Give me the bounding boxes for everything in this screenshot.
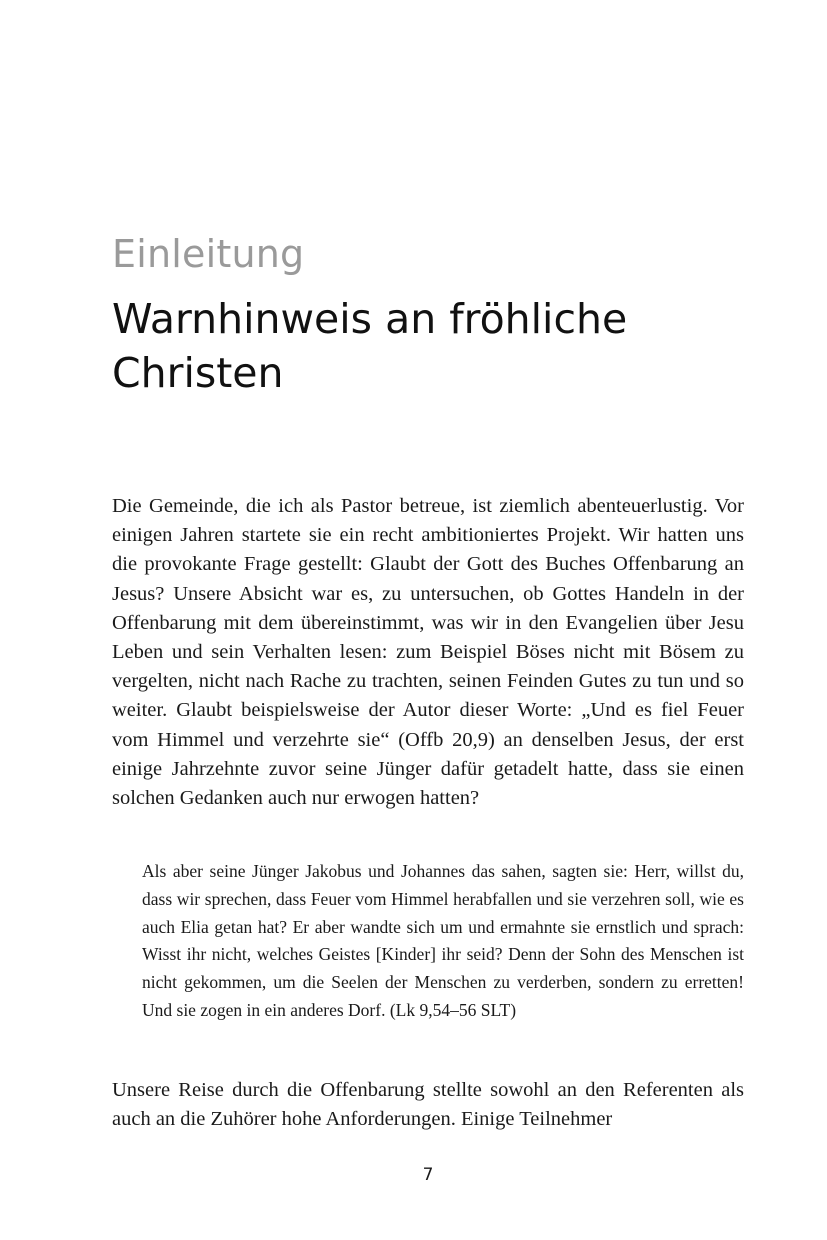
page-number: 7 xyxy=(422,1165,434,1185)
chapter-label: Einleitung xyxy=(112,232,305,276)
body-paragraph-1: Die Gemeinde, die ich als Pastor betreue, ist ziemlich abenteuerlustig. Vor einigen Jahren startete sie ein recht ambitioniertes Projekt. Wir hatten uns die provokante Frage gestellt: Glaubt der Gott des Buches Offenbarung an Jesus? Unsere Absicht war es, zu untersuchen, ob Gottes Handeln in der Offenbarung mit dem übereinstimmt, was wir in den Evangelien über Jesu Leben und sein Verhalten lesen: zum Beispiel Böses nicht mit Bösem zu vergelten, nicht nach Rache zu trachten, seinen Feinden Gutes zu tun und so weiter. Glaubt beispielsweise der Autor dieser Worte: „Und es fiel Feuer vom Himmel und verzehrte sie“ (Offb 20,9) an denselben Jesus, der erst einige Jahrzehnte zuvor seine Jünger dafür getadelt hatte, dass sie einen solchen Gedanken auch nur erwogen hatten? xyxy=(112,495,744,810)
body-paragraph-2: Unsere Reise durch die Offenbarung stellte sowohl an den Referenten als auch an die Zuhörer hohe Anforderungen. Einige Teilnehmer xyxy=(112,1079,744,1131)
chapter-title: Warnhinweis an fröhliche Christen xyxy=(112,295,628,397)
block-quote: Als aber seine Jünger Jakobus und Johannes das sahen, sagten sie: Herr, willst du, dass wir sprechen, dass Feuer vom Himmel herabfallen und sie verzehren soll, wie es auch Elia getan hat? Er aber wandte sich um und ermahnte sie ernstlich und sprach: Wisst ihr nicht, welches Geistes [Kinder] ihr seid? Denn der Sohn des Menschen ist nicht gekommen, um die Seelen der Menschen zu verderben, sondern zu erretten! Und sie zogen in ein anderes Dorf. (Lk 9,54–56 SLT) xyxy=(142,861,744,1020)
